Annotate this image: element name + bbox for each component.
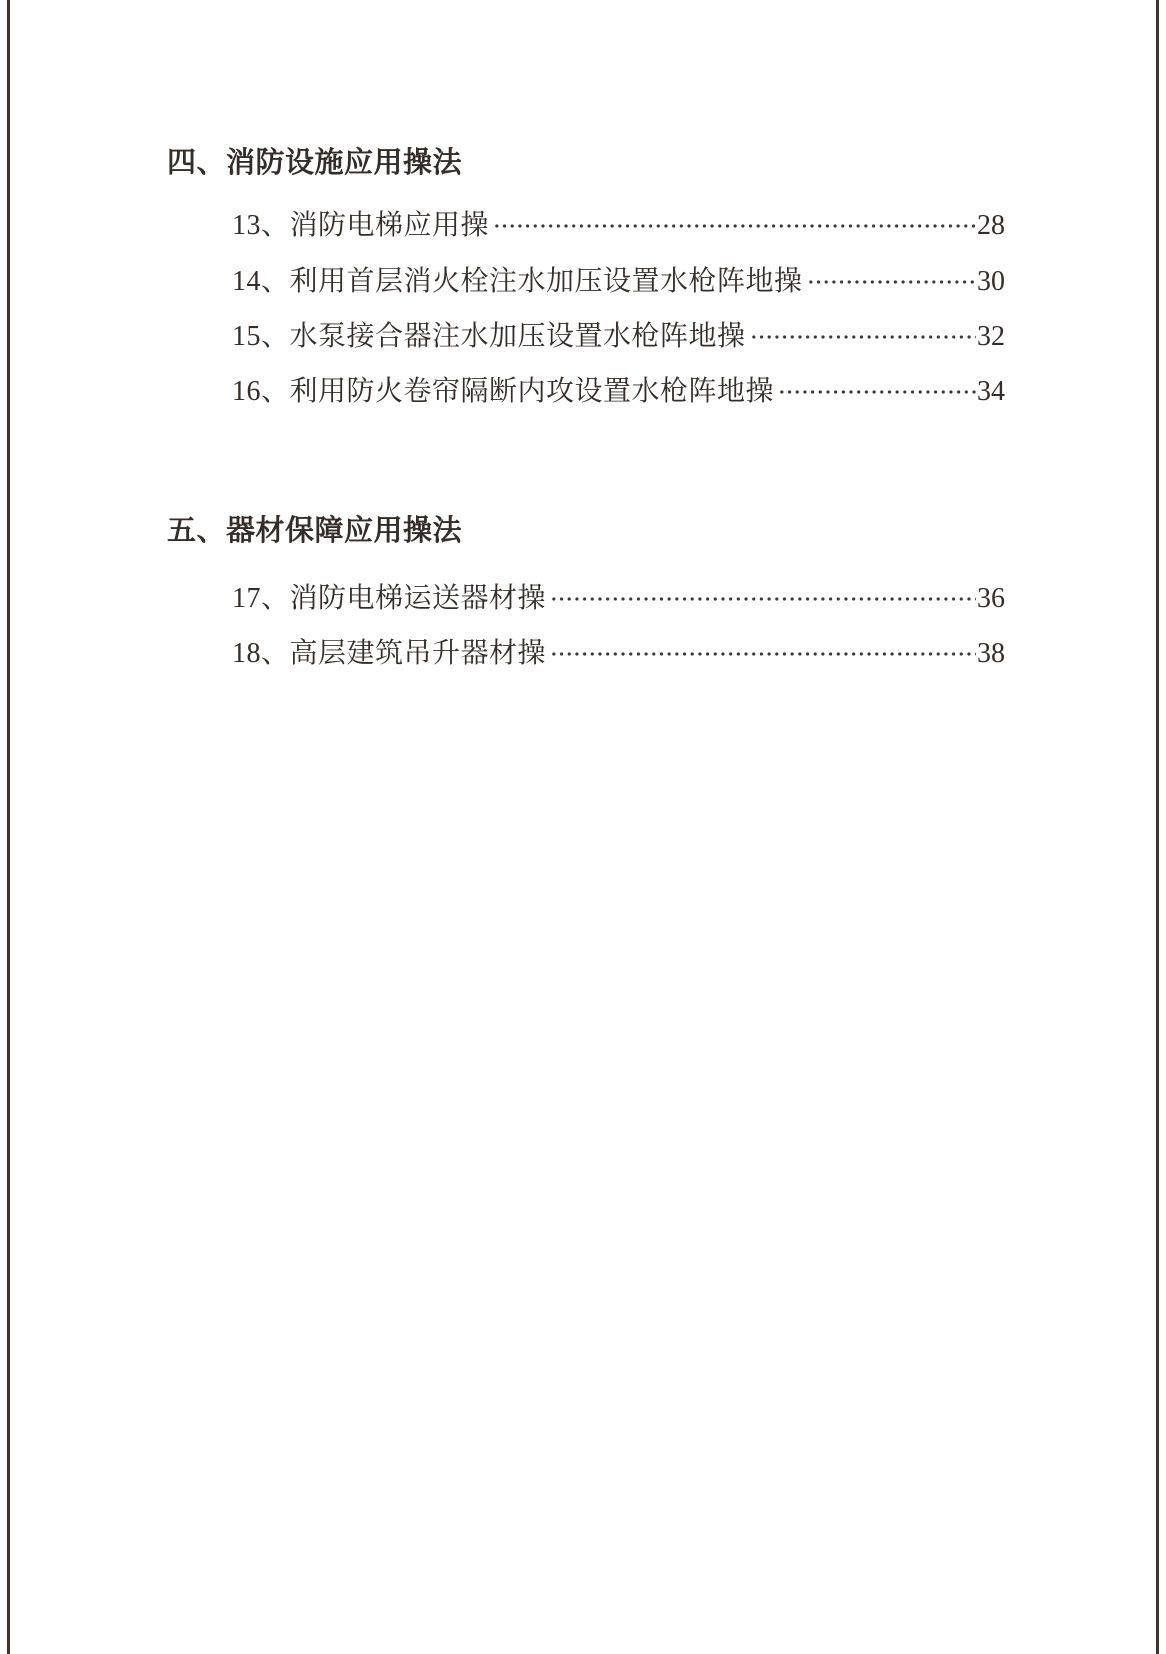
toc-entry-16: [232, 373, 1005, 411]
dot-leader: [550, 580, 976, 618]
dot-leader: [493, 207, 976, 245]
dot-leader: [550, 635, 976, 673]
page-border-right: [1156, 0, 1159, 1654]
toc-entry-title: 15、水泵接合器注水加压设置水枪阵地操: [232, 321, 746, 352]
section-heading-4: 四、消防设施应用操法: [167, 147, 463, 179]
toc-entry-page: 36: [977, 583, 1005, 614]
toc-entry-title: 16、利用防火卷帘隔断内攻设置水枪阵地操: [232, 376, 775, 407]
toc-entry-page: 32: [977, 321, 1005, 352]
toc-entry-page: 28: [977, 210, 1005, 241]
dot-leader: [807, 263, 976, 301]
dot-leader: [778, 373, 976, 411]
toc-entry-page: 30: [977, 266, 1005, 297]
toc-entry-18: [232, 635, 1005, 673]
dot-leader: [750, 318, 976, 356]
toc-entry-title: 14、利用首层消火栓注水加压设置水枪阵地操: [232, 266, 803, 297]
toc-entry-title: 13、消防电梯应用操: [232, 210, 490, 241]
toc-entry-17: [232, 580, 1005, 618]
toc-entry-15: [232, 318, 1005, 356]
toc-entry-title: 17、消防电梯运送器材操: [232, 583, 547, 614]
section-heading-5: 五、器材保障应用操法: [167, 515, 463, 547]
toc-entry-page: 38: [977, 638, 1005, 669]
toc-entry-title: 18、高层建筑吊升器材操: [232, 638, 547, 669]
toc-entry-14: [232, 263, 1005, 301]
toc-entry-page: 34: [977, 376, 1005, 407]
toc-entry-13: [232, 207, 1005, 245]
page-border-left: [7, 0, 10, 1654]
